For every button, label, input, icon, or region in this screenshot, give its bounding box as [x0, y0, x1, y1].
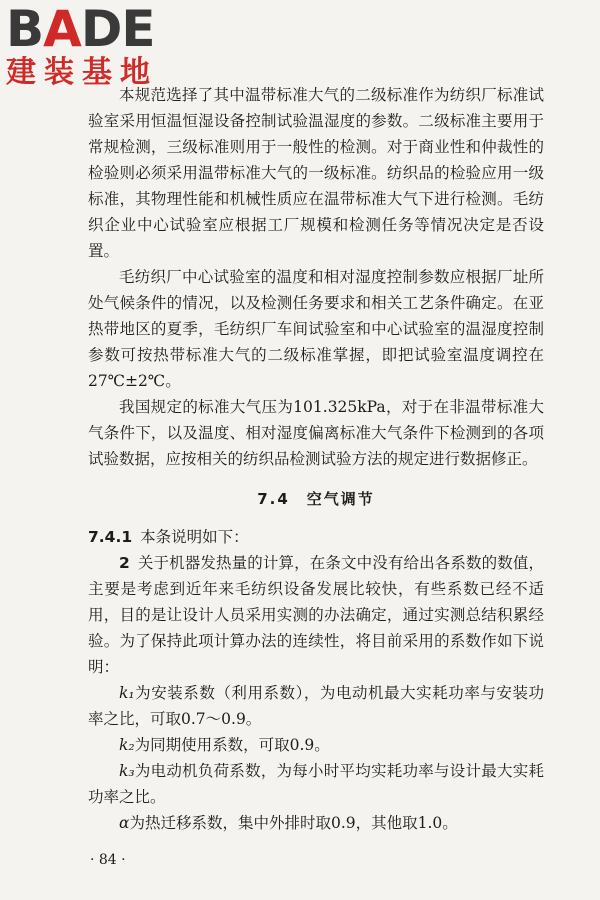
paragraph-standard-atmosphere: 本规范选择了其中温带标准大气的二级标准作为纺织厂标准试验室采用恒温恒湿设备控制试验温湿度的参数。二级标准主要用于常规检测，三级标准则用于一般性的检测。对于商业性和仲裁性的检验则必须采用温带标准大气的一级标准。纺织品的检验应用一级标准，其物理性能和机械性质应在温带标准大气下进行检测。毛纺织企业中心试验室应根据工厂规模和检测任务等情况决定是否设置。	[88, 86, 544, 260]
logo-letter-b: B	[6, 0, 44, 58]
bade-logo	[6, 0, 158, 90]
definition-symbol: k₂	[119, 736, 135, 754]
definition-text: 为热迁移系数，集中外排时取0.9，其他取1.0。	[129, 814, 458, 832]
paragraph-central-lab-control: 毛纺织厂中心试验室的温度和相对湿度控制参数应根据厂址所处气候条件的情况，以及检测任务要求和相关工艺条件确定。在亚热带地区的夏季，毛纺织厂车间试验室和中心试验室的温湿度控制参数可按热带标准大气的二级标准掌握，即把试验室温度调控在27℃±2℃。	[88, 268, 544, 390]
logo-letters-de: DE	[80, 0, 155, 58]
logo-letter-a: A	[43, 0, 81, 58]
page-number: · 84 ·	[90, 852, 126, 868]
definition-alpha	[88, 810, 544, 836]
definition-symbol: α	[119, 814, 130, 832]
item-number: 2	[119, 554, 130, 572]
item-paragraph	[88, 550, 544, 680]
page-body	[88, 82, 544, 836]
definition-text: 为电动机负荷系数，为每小时平均实耗功率与设计最大实耗功率之比。	[88, 762, 544, 806]
definition-symbol: k₃	[119, 762, 135, 780]
clause-number: 7.4.1	[88, 528, 133, 546]
logo-wordmark	[6, 0, 158, 58]
section-heading: 7.4 空气调节	[257, 490, 375, 508]
definition-text: 为安装系数（利用系数），为电动机最大实耗功率与安装功率之比，可取0.7～0.9。	[88, 684, 544, 728]
item-text: 关于机器发热量的计算，在条文中没有给出各系数的数值，主要是考虑到近年来毛纺织设备发展比较快，有些系数已经不适用，目的是让设计人员采用实测的办法确定，通过实测总结积累经验。为了保持此项计算办法的连续性，将目前采用的系数作如下说明：	[88, 554, 544, 676]
definition-symbol: k₁	[119, 684, 135, 702]
definition-k2	[88, 732, 544, 758]
definition-text: 为同期使用系数，可取0.9。	[134, 736, 330, 754]
logo-subtitle: 建装基地	[6, 55, 158, 90]
paragraph-atmospheric-pressure: 我国规定的标准大气压为101.325kPa，对于在非温带标准大气条件下，以及温度、相对湿度偏离标准大气条件下检测到的各项试验数据，应按相关的纺织品检测试验方法的规定进行数据修正。	[88, 398, 544, 468]
clause-text: 本条说明如下：	[140, 528, 249, 546]
definition-k3	[88, 758, 544, 810]
clause-line	[88, 524, 544, 550]
definition-k1	[88, 680, 544, 732]
